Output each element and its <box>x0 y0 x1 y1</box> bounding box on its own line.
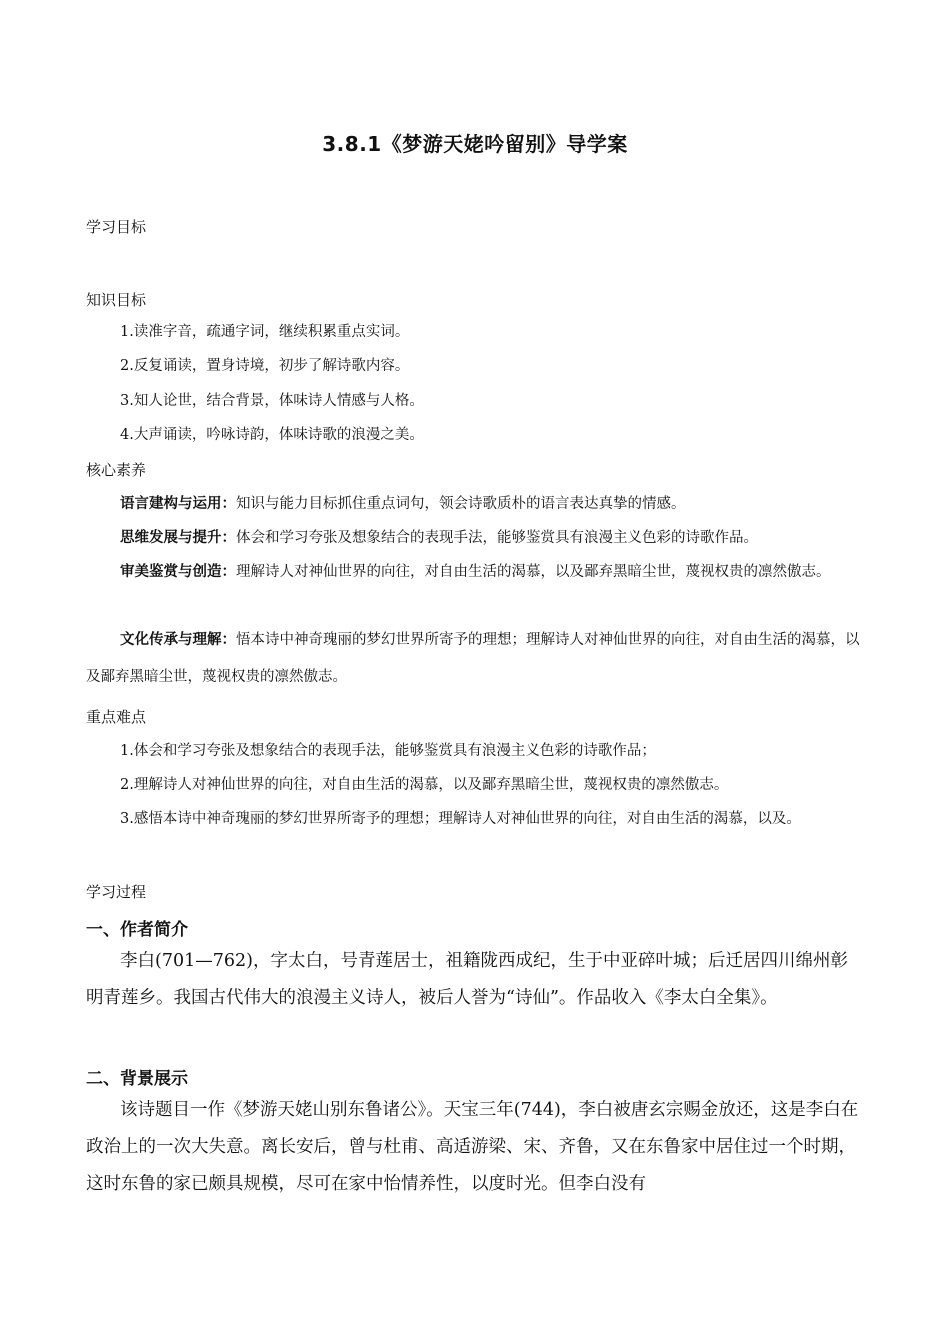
core-item <box>86 622 864 696</box>
core-text: 知识与能力目标抓住重点词句，领会诗歌质朴的语言表达真挚的情感。 <box>236 496 686 512</box>
core-text: 体会和学习夸张及想象结合的表现手法，能够鉴赏具有浪漫主义色彩的诗歌作品。 <box>236 530 758 546</box>
key-item: 1.体会和学习夸张及想象结合的表现手法，能够鉴赏具有浪漫主义色彩的诗歌作品； <box>120 743 656 759</box>
core-label: 审美鉴赏与创造： <box>120 564 236 580</box>
knowledge-item: 3.知人论世，结合背景，体味诗人情感与人格。 <box>120 393 424 409</box>
core-item <box>86 554 864 591</box>
section-heading-background: 二、背景展示 <box>86 1069 188 1089</box>
author-paragraph: 李白(701—762)，字太白，号青莲居士，祖籍陇西成纪，生于中亚碎叶城；后迁居四川绵州彰明青莲乡。我国古代伟大的浪漫主义诗人，被后人誉为“诗仙”。作品收入《李太白全集》。 <box>86 951 848 1008</box>
core-item <box>86 494 864 514</box>
key-item: 2.理解诗人对神仙世界的向往，对自由生活的渴慕，以及鄙弃黑暗尘世，蔑视权贵的凛然傲志。 <box>120 777 729 793</box>
core-label: 文化传承与理解： <box>120 632 236 648</box>
knowledge-item: 1.读准字音，疏通字词，继续积累重点实词。 <box>120 324 410 340</box>
knowledge-item: 4.大声诵读，吟咏诗韵，体味诗歌的浪漫之美。 <box>120 427 424 443</box>
core-text: 悟本诗中神奇瑰丽的梦幻世界所寄予的理想；理解诗人对神仙世界的向往，对自由生活的渴慕，以及鄙弃黑暗尘世，蔑视权贵的凛然傲志。 <box>86 632 860 685</box>
core-label: 思维发展与提升： <box>120 530 236 546</box>
core-text: 理解诗人对神仙世界的向往，对自由生活的渴慕，以及鄙弃黑暗尘世，蔑视权贵的凛然傲志。 <box>236 564 831 580</box>
section-heading-author: 一、作者简介 <box>86 920 188 940</box>
section-heading-knowledge: 知识目标 <box>86 291 147 309</box>
section-heading-goal: 学习目标 <box>86 218 147 236</box>
knowledge-item: 2.反复诵读，置身诗境，初步了解诗歌内容。 <box>120 358 410 374</box>
section-heading-core: 核心素养 <box>86 461 147 479</box>
page-title: 3.8.1《梦游天姥吟留别》导学案 <box>322 132 628 156</box>
core-item <box>86 528 864 548</box>
section-heading-key: 重点难点 <box>86 708 147 726</box>
core-label: 语言建构与运用： <box>120 496 236 512</box>
key-item: 3.感悟本诗中神奇瑰丽的梦幻世界所寄予的理想；理解诗人对神仙世界的向往，对自由生活的渴慕，以及。 <box>120 811 801 827</box>
background-paragraph: 该诗题目一作《梦游天姥山别东鲁诸公》。天宝三年(744)，李白被唐玄宗赐金放还，这是李白在政治上的一次大失意。离长安后，曾与杜甫、高适游梁、宋、齐鲁，又在东鲁家中居住过一个时期，这时东鲁的家已颇具规模，尽可在家中怡情养性，以度时光。但李白没有 <box>86 1100 859 1194</box>
section-heading-process: 学习过程 <box>86 883 147 901</box>
